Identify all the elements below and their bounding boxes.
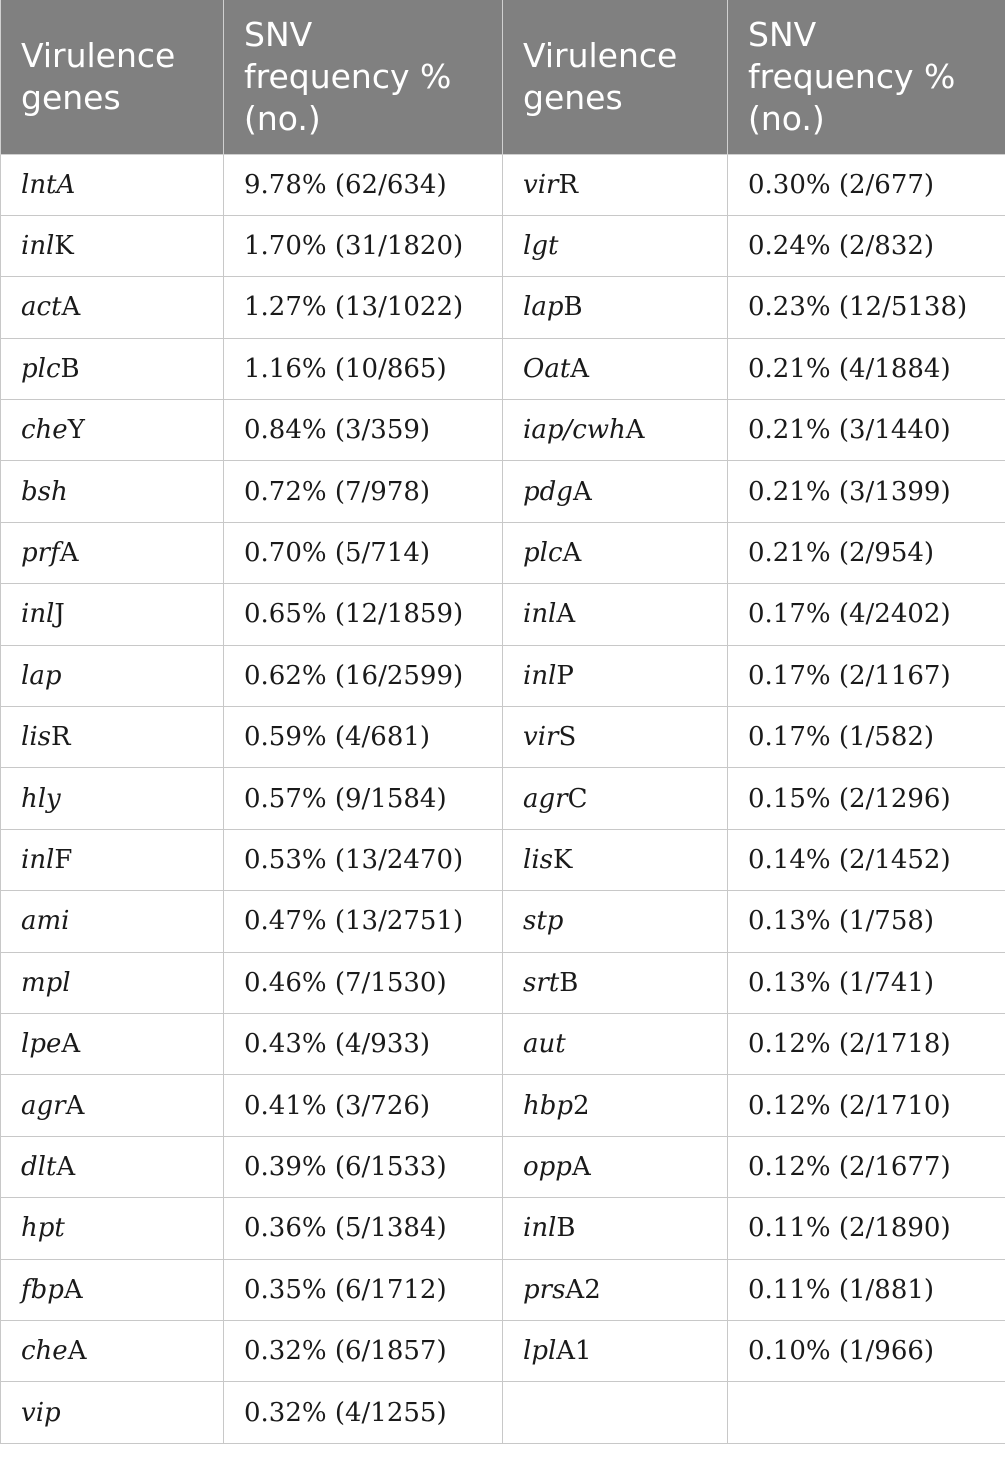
gene-name-suffix: B [563,292,583,323]
gene-cell-left [1,891,224,952]
snv-frequency-cell-right: 0.21% (4/1884) [728,338,1005,399]
gene-cell-right [503,1013,728,1074]
gene-name-suffix: A [625,415,645,446]
gene-name-italic: inl [523,599,557,630]
header-snv-frequency-1: SNV frequency % (no.) [224,0,503,154]
gene-name-italic: opp [523,1151,572,1182]
snv-frequency-cell-left: 0.47% (13/2751) [224,891,503,952]
gene-name-suffix: B [559,967,579,998]
gene-cell-left [1,584,224,645]
gene-cell-left [1,277,224,338]
snv-frequency-cell-left: 9.78% (62/634) [224,154,503,215]
gene-name-italic: vip [21,1397,61,1428]
gene-cell-right [503,768,728,829]
table-row [1,1382,1005,1443]
snv-frequency-cell-left: 0.53% (13/2470) [224,829,503,890]
gene-cell-left [1,707,224,768]
gene-name-italic: srt [523,967,560,998]
gene-name-italic: lntA [21,169,76,200]
gene-cell-left [1,338,224,399]
gene-name-italic: stp [523,906,564,937]
gene-cell-right [503,1259,728,1320]
snv-frequency-cell-right: 0.17% (4/2402) [728,584,1005,645]
gene-name-suffix: A [572,476,592,507]
gene-name-suffix: A [562,538,582,569]
gene-cell-left [1,461,224,522]
table-row [1,277,1005,338]
gene-name-suffix: B [556,1213,576,1244]
gene-name-italic: vir [523,169,559,200]
snv-frequency-cell-right: 0.13% (1/758) [728,891,1005,952]
gene-cell-left [1,952,224,1013]
table-row [1,584,1005,645]
gene-name-italic: mpl [21,967,71,998]
gene-cell-right [503,154,728,215]
table-row [1,952,1005,1013]
gene-cell-right [503,1075,728,1136]
gene-name-italic: pdg [523,476,573,507]
gene-cell-right [503,215,728,276]
table-row [1,707,1005,768]
gene-name-italic: vir [523,722,559,753]
gene-name-italic: act [21,292,62,323]
table-row [1,215,1005,276]
snv-frequency-cell-left: 0.46% (7/1530) [224,952,503,1013]
gene-cell-left [1,215,224,276]
gene-name-italic: agr [21,1090,66,1121]
gene-name-italic: che [21,1336,68,1367]
gene-name-italic: prf [21,538,60,569]
gene-name-italic: bsh [21,476,68,507]
gene-name-italic: lis [523,844,553,875]
header-virulence-genes-1: Virulence genes [1,0,224,154]
gene-cell-left [1,522,224,583]
gene-cell-right [503,645,728,706]
table-row [1,1136,1005,1197]
gene-name-suffix: Y [67,415,85,446]
snv-frequency-cell-right: 0.17% (1/582) [728,707,1005,768]
gene-name-italic: lpe [21,1029,62,1060]
gene-cell-right [503,400,728,461]
gene-name-suffix: A [65,1090,85,1121]
gene-name-italic: inl [523,1213,557,1244]
gene-cell-right [503,1136,728,1197]
snv-frequency-cell-right: 0.17% (2/1167) [728,645,1005,706]
gene-name-suffix: C [567,783,588,814]
gene-name-suffix: A1 [556,1336,592,1367]
gene-name-suffix: K [54,231,74,262]
gene-cell-right [503,1382,728,1443]
snv-frequency-cell-left: 0.32% (4/1255) [224,1382,503,1443]
header-snv-frequency-2: SNV frequency % (no.) [728,0,1005,154]
snv-frequency-cell-right: 0.24% (2/832) [728,215,1005,276]
snv-frequency-cell-left: 1.16% (10/865) [224,338,503,399]
snv-frequency-cell-left: 0.59% (4/681) [224,707,503,768]
table-row [1,154,1005,215]
gene-name-italic: lgt [523,231,559,262]
snv-frequency-cell-right: 0.12% (2/1677) [728,1136,1005,1197]
gene-cell-right [503,277,728,338]
snv-frequency-cell-right: 0.21% (3/1440) [728,400,1005,461]
gene-name-suffix: J [54,599,65,630]
gene-cell-left [1,1320,224,1381]
gene-cell-left [1,1013,224,1074]
gene-cell-left [1,154,224,215]
gene-cell-left [1,645,224,706]
gene-cell-right [503,829,728,890]
gene-name-suffix: B [60,353,80,384]
gene-name-italic: dlt [21,1151,57,1182]
gene-name-italic: fbp [21,1274,64,1305]
gene-name-suffix: A [67,1336,87,1367]
snv-frequency-cell-left: 0.41% (3/726) [224,1075,503,1136]
gene-cell-left [1,1259,224,1320]
snv-frequency-cell-left: 0.39% (6/1533) [224,1136,503,1197]
snv-frequency-cell-right: 0.21% (2/954) [728,522,1005,583]
gene-cell-left [1,1075,224,1136]
gene-cell-right [503,707,728,768]
gene-name-suffix: A [61,292,81,323]
snv-frequency-cell-right: 0.12% (2/1718) [728,1013,1005,1074]
gene-cell-right [503,1320,728,1381]
gene-name-suffix: A [571,1151,591,1182]
table-row [1,400,1005,461]
gene-name-italic: hpt [21,1213,65,1244]
gene-cell-left [1,768,224,829]
snv-frequency-cell-right [728,1382,1005,1443]
snv-frequency-cell-right: 0.14% (2/1452) [728,829,1005,890]
gene-name-suffix: 2 [573,1090,590,1121]
gene-name-italic: ami [21,906,70,937]
gene-name-suffix: A [570,353,590,384]
gene-name-italic: plc [21,353,61,384]
gene-cell-right [503,952,728,1013]
gene-name-italic: inl [523,660,557,691]
gene-name-suffix: A [63,1274,83,1305]
snv-frequency-cell-right: 0.11% (2/1890) [728,1198,1005,1259]
gene-name-italic: iap/cwh [523,415,626,446]
gene-cell-left [1,1382,224,1443]
snv-frequency-cell-left: 0.32% (6/1857) [224,1320,503,1381]
snv-frequency-cell-right: 0.12% (2/1710) [728,1075,1005,1136]
snv-frequency-cell-right: 0.21% (3/1399) [728,461,1005,522]
gene-name-italic: inl [21,599,55,630]
table-header [1,0,1005,154]
table-row [1,1075,1005,1136]
gene-name-suffix: A [556,599,576,630]
snv-frequency-cell-left: 0.84% (3/359) [224,400,503,461]
table-row [1,522,1005,583]
gene-name-italic: aut [523,1029,566,1060]
table-row [1,829,1005,890]
snv-frequency-cell-left: 1.70% (31/1820) [224,215,503,276]
gene-name-suffix: A [61,1029,81,1060]
snv-frequency-cell-left: 0.72% (7/978) [224,461,503,522]
gene-name-suffix: S [558,722,577,753]
gene-name-italic: inl [21,844,55,875]
gene-name-suffix: K [552,844,573,875]
table-row [1,891,1005,952]
snv-frequency-cell-left: 1.27% (13/1022) [224,277,503,338]
snv-frequency-cell-right: 0.13% (1/741) [728,952,1005,1013]
table-row [1,1198,1005,1259]
table-body [1,154,1005,1443]
snv-frequency-cell-left: 0.65% (12/1859) [224,584,503,645]
gene-name-italic: lap [523,292,564,323]
gene-name-italic: hly [21,783,61,814]
snv-frequency-cell-left: 0.36% (5/1384) [224,1198,503,1259]
gene-name-italic: lpl [523,1336,557,1367]
snv-frequency-cell-right: 0.30% (2/677) [728,154,1005,215]
snv-frequency-cell-left: 0.35% (6/1712) [224,1259,503,1320]
gene-cell-left [1,1198,224,1259]
table-row [1,338,1005,399]
snv-frequency-cell-left: 0.62% (16/2599) [224,645,503,706]
gene-cell-left [1,829,224,890]
gene-name-suffix: A2 [565,1274,601,1305]
gene-name-italic: agr [523,783,568,814]
gene-name-italic: hbp [523,1090,574,1121]
snv-frequency-cell-left: 0.57% (9/1584) [224,768,503,829]
gene-name-italic: lis [21,722,51,753]
snv-frequency-cell-right: 0.11% (1/881) [728,1259,1005,1320]
gene-name-italic: plc [523,538,563,569]
table-row [1,768,1005,829]
snv-frequency-cell-right: 0.23% (12/5138) [728,277,1005,338]
gene-name-italic: lap [21,660,62,691]
gene-name-suffix: P [556,660,574,691]
gene-name-italic: Oat [523,353,571,384]
gene-cell-right [503,461,728,522]
snv-frequency-cell-right: 0.10% (1/966) [728,1320,1005,1381]
snv-frequency-cell-left: 0.70% (5/714) [224,522,503,583]
table-row [1,461,1005,522]
snv-frequency-cell-right: 0.15% (2/1296) [728,768,1005,829]
gene-cell-right [503,891,728,952]
gene-name-suffix: R [50,722,71,753]
gene-cell-right [503,1198,728,1259]
header-virulence-genes-2: Virulence genes [503,0,728,154]
gene-name-italic: prs [523,1274,566,1305]
gene-name-italic: inl [21,231,55,262]
snv-frequency-cell-left: 0.43% (4/933) [224,1013,503,1074]
gene-cell-right [503,584,728,645]
gene-name-suffix: F [54,844,73,875]
gene-name-suffix: A [59,538,79,569]
gene-cell-right [503,522,728,583]
gene-cell-right [503,338,728,399]
gene-name-suffix: A [56,1151,76,1182]
table-row [1,1320,1005,1381]
header-row [1,0,1005,154]
gene-cell-left [1,400,224,461]
gene-cell-left [1,1136,224,1197]
table-row [1,645,1005,706]
table-row [1,1013,1005,1074]
gene-name-italic: che [21,415,68,446]
table-row [1,1259,1005,1320]
gene-name-suffix: R [558,169,579,200]
